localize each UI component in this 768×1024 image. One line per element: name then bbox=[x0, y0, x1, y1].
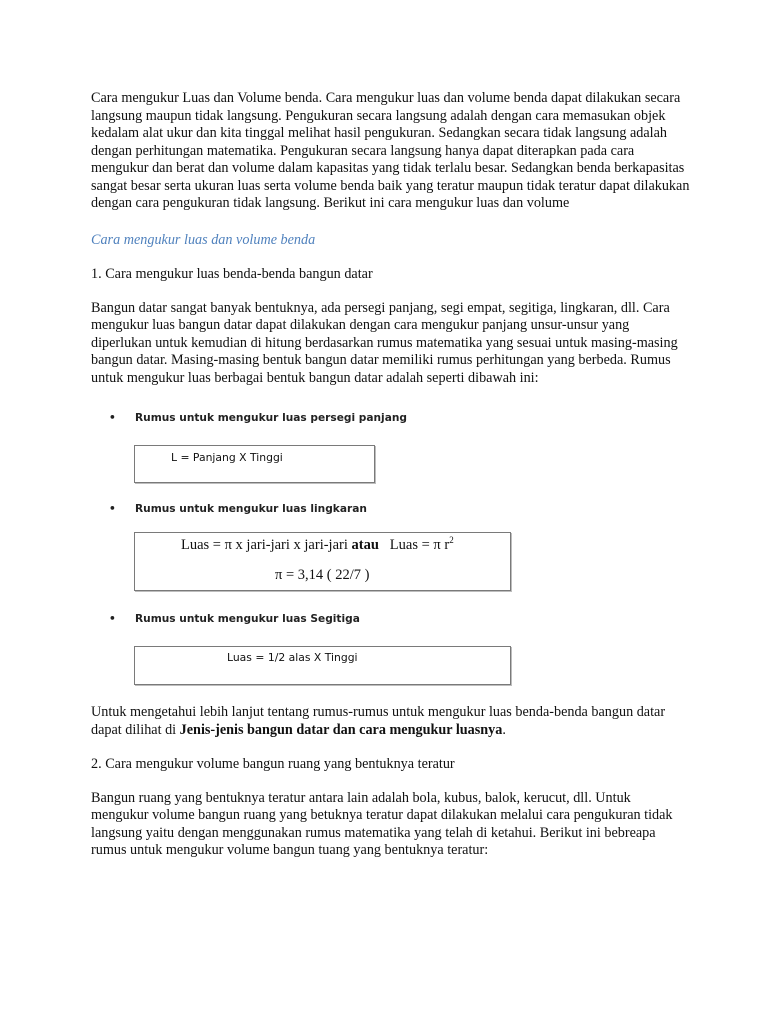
formula-line-2: π = 3,14 ( 22/7 ) bbox=[275, 567, 370, 583]
formula-label-text: Rumus untuk mengukur luas lingkaran bbox=[135, 503, 367, 515]
formula-label-text: Rumus untuk mengukur luas persegi panjang bbox=[135, 412, 407, 424]
formula-box-triangle bbox=[134, 646, 511, 685]
formula-label-circle bbox=[91, 502, 691, 516]
intro-paragraph: Cara mengukur Luas dan Volume benda. Cara mengukur luas dan volume benda dapat dilakukan secara langsung maupun tidak langsung. Pengukuran secara langsung adalah dengan cara memasukan objek kedalam alat ukur dan kita tinggal melihat hasil pengukuran. Sedangkan secara tidak langsung adalah dengan perhitungan matematika. Pengukuran secara langsung hanya dapat diterapkan pada cara mengukur dan berat dan volume dalam kapasitas yang tidak terlalu besar. Sedangkan benda berkapasitas sangat besar serta ukuran luas serta volume benda baik yang teratur maupun tidak teratur dapat dilakukan dengan cara pengukuran tidak langsung. Berikut ini cara mengukur luas dan volume bbox=[91, 90, 690, 211]
section1-body: Bangun datar sangat banyak bentuknya, ada persegi panjang, segi empat, segitiga, lingkaran, dll. Cara mengukur luas bangun datar dapat dilakukan dengan cara mengukur panjang unsur-unsur yang diperlukan untuk kemudian di hitung berdasarkan rumus matematika yang sesuai untuk masing-masing bangun datar. Masing-masing bentuk bangun datar memiliki rumus perhitungan yang berbeda. Rumus untuk mengukur luas berbagai bentuk bangun datar adalah seperti dibawah ini: bbox=[91, 299, 678, 386]
bullet-icon: • bbox=[109, 503, 116, 515]
formula-label-rectangle bbox=[91, 411, 691, 425]
section2-body: Bangun ruang yang bentuknya teratur antara lain adalah bola, kubus, balok, kerucut, dll. Untuk mengukur volume bangun ruang yang betuknya teratur dapat dilakukan melalui cara pengukuran tidak langsung yaitu dengan menggunakan rumus matematika yang telah di ketahui. Berikut ini bebreapa rumus untuk mengukur volume bangun tuang yang bentuknya teratur: bbox=[91, 789, 673, 858]
formula-box-rectangle bbox=[134, 445, 375, 483]
more-info-paragraph: Untuk mengetahui lebih lanjut tentang rumus-rumus untuk mengukur luas benda-benda bangun datar dapat dilihat di Jenis-jenis bangun datar dan cara mengukur luasnya. bbox=[91, 704, 666, 738]
subheading: Cara mengukur luas dan volume benda bbox=[91, 231, 316, 248]
formula-text: Luas = 1/2 alas X Tinggi bbox=[227, 651, 358, 664]
formula-exponent: 2 bbox=[449, 535, 454, 545]
bullet-icon: • bbox=[109, 412, 116, 424]
section2-title: 2. Cara mengukur volume bangun ruang yang bentuknya teratur bbox=[91, 756, 455, 772]
bangun-datar-link[interactable]: Jenis-jenis bangun datar dan cara mengukur luasnya bbox=[179, 721, 503, 738]
bullet-icon: • bbox=[109, 613, 116, 625]
formula-or-word: atau bbox=[351, 537, 379, 553]
formula-label-triangle bbox=[91, 612, 691, 626]
section1-title: 1. Cara mengukur luas benda-benda bangun datar bbox=[91, 266, 373, 282]
formula-line-1: Luas = π x jari-jari x jari-jari atau Luas = π $r^2$ bbox=[181, 535, 454, 553]
formula-text: L = Panjang X Tinggi bbox=[171, 451, 283, 464]
formula-box-circle bbox=[134, 532, 511, 591]
document-page bbox=[91, 90, 691, 860]
formula-label-text: Rumus untuk mengukur luas Segitiga bbox=[135, 613, 360, 625]
